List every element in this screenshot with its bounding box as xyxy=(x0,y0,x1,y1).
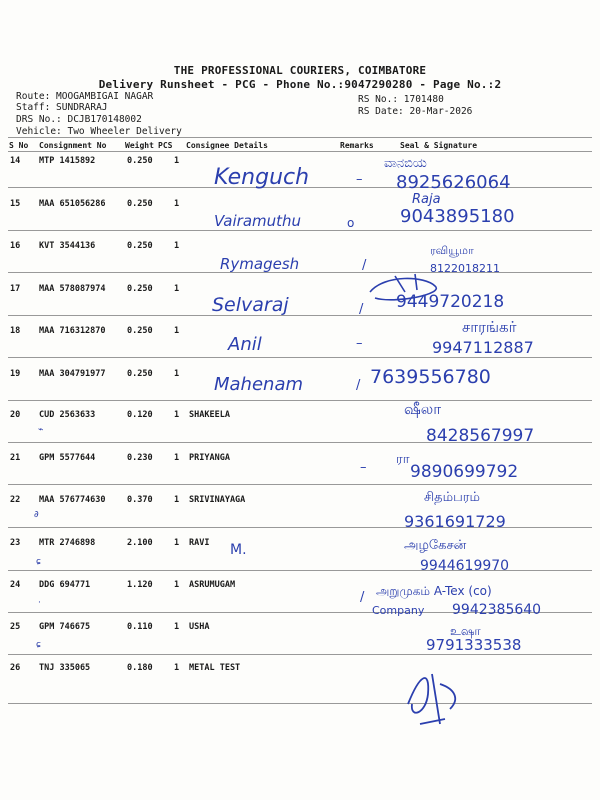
handwritten-signature: சிதம்பரம் xyxy=(424,490,480,505)
row-consignee: SRIVINAYAGA xyxy=(189,495,246,505)
row-consignee: USHA xyxy=(189,622,210,632)
remark-mark: / xyxy=(360,590,365,605)
pen-tick: ɕ xyxy=(36,557,41,567)
col-consignment: Consignment No xyxy=(39,141,107,150)
row-sno: 18 xyxy=(10,326,21,336)
row-consignment: MAA 578087974 xyxy=(39,284,106,294)
col-sno: S No xyxy=(9,141,29,150)
row-weight: 0.250 xyxy=(127,156,153,166)
handwritten-signature: உஷா xyxy=(450,624,481,638)
remark-mark: / xyxy=(359,302,364,317)
handwritten-phone: 9361691729 xyxy=(404,512,506,531)
handwritten-signature: அழகேசன் xyxy=(404,538,467,553)
handwritten-name: Kenguch xyxy=(214,165,310,190)
row-consignment: TNJ 335065 xyxy=(39,663,91,673)
row-rule xyxy=(8,484,592,485)
row-consignment: CUD 2563633 xyxy=(39,410,96,420)
row-consignee: SHAKEELA xyxy=(189,410,230,420)
row-weight: 0.110 xyxy=(127,622,153,632)
rs-date: RS Date: 20-Mar-2026 xyxy=(358,106,473,117)
pen-tick: ∂ xyxy=(34,510,39,520)
handwritten-phone: 9043895180 xyxy=(400,206,515,227)
row-consignment: MAA 304791977 xyxy=(39,369,106,379)
handwritten-name: Selvaraj xyxy=(212,294,289,316)
row-consignee: ASRUMUGAM xyxy=(189,580,236,590)
row-sno: 16 xyxy=(10,241,21,251)
pen-tick: ɕ xyxy=(36,640,41,650)
row-consignment: DDG 694771 xyxy=(39,580,91,590)
row-pcs: 1 xyxy=(174,580,180,590)
row-rule xyxy=(8,400,592,401)
staff-label: Staff: SUNDRARAJ xyxy=(16,102,108,113)
row-pcs: 1 xyxy=(174,326,180,336)
handwritten-phone: 9947112887 xyxy=(432,338,534,357)
handwritten-signature: ரா xyxy=(396,452,410,467)
row-weight: 0.230 xyxy=(127,453,153,463)
row-consignment: MTR 2746898 xyxy=(39,538,96,548)
row-pcs: 1 xyxy=(174,199,180,209)
company-title: THE PROFESSIONAL COURIERS, COIMBATORE xyxy=(173,64,427,77)
handwritten-name: Anil xyxy=(228,334,262,355)
row-pcs: 1 xyxy=(174,495,180,505)
row-sno: 24 xyxy=(10,580,21,590)
row-sno: 23 xyxy=(10,538,21,548)
row-sno: 20 xyxy=(10,410,21,420)
handwritten-signature: அறுமுகம் A-Tex (co) xyxy=(376,584,492,598)
handwritten-name: Mahenam xyxy=(214,374,304,395)
row-pcs: 1 xyxy=(174,410,180,420)
row-sno: 15 xyxy=(10,199,21,209)
row-rule xyxy=(8,272,592,273)
row-consignee: METAL TEST xyxy=(189,663,241,673)
handwritten-phone: 9944619970 xyxy=(420,558,510,574)
row-weight: 0.250 xyxy=(127,326,153,336)
handwritten-phone: 9791333538 xyxy=(426,636,522,654)
row-sno: 22 xyxy=(10,495,21,505)
handwritten-mark: M. xyxy=(230,542,247,558)
row-pcs: 1 xyxy=(174,284,180,294)
handwritten-signature: ವಾನಬಿಯ xyxy=(384,156,427,171)
row-pcs: 1 xyxy=(174,453,180,463)
row-pcs: 1 xyxy=(174,622,180,632)
runsheet-title: Delivery Runsheet - PCG - Phone No.:9047290280 - Page No.:2 xyxy=(98,78,502,91)
handwritten-signature: ஷீலா xyxy=(404,400,442,418)
row-consignment: MAA 576774630 xyxy=(39,495,106,505)
row-pcs: 1 xyxy=(174,369,180,379)
handwritten-signature: ரவியூமா xyxy=(430,244,474,257)
row-weight: 0.250 xyxy=(127,284,153,294)
drs-label: DRS No.: DCJB170148002 xyxy=(16,114,142,125)
row-consignment: MAA 716312870 xyxy=(39,326,106,336)
header-rule-top xyxy=(8,137,592,138)
row-consignment: GPM 5577644 xyxy=(39,453,96,463)
col-seal: Seal & Signature xyxy=(400,141,478,150)
col-consignee: Consignee Details xyxy=(186,141,268,150)
row-weight: 0.370 xyxy=(127,495,153,505)
row-pcs: 1 xyxy=(174,241,180,251)
row-weight: 0.250 xyxy=(127,241,153,251)
handwritten-phone: 9449720218 xyxy=(396,292,505,312)
handwritten-phone: 8925626064 xyxy=(396,172,511,193)
route-label: Route: MOOGAMBIGAI NAGAR xyxy=(16,91,154,102)
row-pcs: 1 xyxy=(174,538,180,548)
handwritten-phone: 8428567997 xyxy=(426,426,535,446)
remark-mark: – xyxy=(356,336,363,351)
remark-mark: / xyxy=(356,378,361,393)
row-sno: 17 xyxy=(10,284,21,294)
row-sno: 14 xyxy=(10,156,21,166)
row-rule xyxy=(8,230,592,231)
row-sno: 25 xyxy=(10,622,21,632)
col-weight: Weight xyxy=(125,141,154,150)
row-consignment: MTP 1415892 xyxy=(39,156,96,166)
signature-scribble xyxy=(400,664,470,734)
col-remarks: Remarks xyxy=(340,141,374,150)
handwritten-name: Rymagesh xyxy=(220,255,300,273)
row-rule xyxy=(8,357,592,358)
row-weight: 0.180 xyxy=(127,663,153,673)
remark-mark: – xyxy=(356,172,363,187)
handwritten-phone: 9890699792 xyxy=(410,462,519,482)
row-rule xyxy=(8,703,592,704)
row-pcs: 1 xyxy=(174,156,180,166)
row-consignee: PRIYANGA xyxy=(189,453,230,463)
row-sno: 21 xyxy=(10,453,21,463)
pen-tick: · xyxy=(38,598,41,608)
handwritten-phone: 8122018211 xyxy=(430,262,500,275)
pen-tick: ⌁ xyxy=(38,425,44,435)
row-weight: 0.250 xyxy=(127,199,153,209)
col-pcs: PCS xyxy=(158,141,173,150)
row-rule xyxy=(8,654,592,655)
row-weight: 0.120 xyxy=(127,410,153,420)
header-rule-bottom xyxy=(8,151,592,152)
handwritten-signature: சாரங்கர் xyxy=(462,318,517,336)
row-weight: 1.120 xyxy=(127,580,153,590)
handwritten-company: Company xyxy=(372,604,425,617)
handwritten-phone: 7639556780 xyxy=(370,366,491,388)
row-consignment: MAA 651056286 xyxy=(39,199,106,209)
row-sno: 19 xyxy=(10,369,21,379)
row-consignee: RAVI xyxy=(189,538,210,548)
handwritten-phone: 9942385640 xyxy=(452,602,542,618)
row-weight: 0.250 xyxy=(127,369,153,379)
remark-mark: / xyxy=(362,258,367,273)
row-rule xyxy=(8,315,592,316)
remark-mark: o xyxy=(347,216,355,230)
row-weight: 2.100 xyxy=(127,538,153,548)
row-pcs: 1 xyxy=(174,663,180,673)
remark-mark: – xyxy=(360,460,367,475)
handwritten-signature: Raja xyxy=(412,192,441,207)
row-consignment: KVT 3544136 xyxy=(39,241,96,251)
row-consignment: GPM 746675 xyxy=(39,622,91,632)
row-sno: 26 xyxy=(10,663,21,673)
rs-number: RS No.: 1701480 xyxy=(358,94,444,105)
handwritten-name: Vairamuthu xyxy=(214,212,302,230)
vehicle-label: Vehicle: Two Wheeler Delivery xyxy=(16,126,182,137)
